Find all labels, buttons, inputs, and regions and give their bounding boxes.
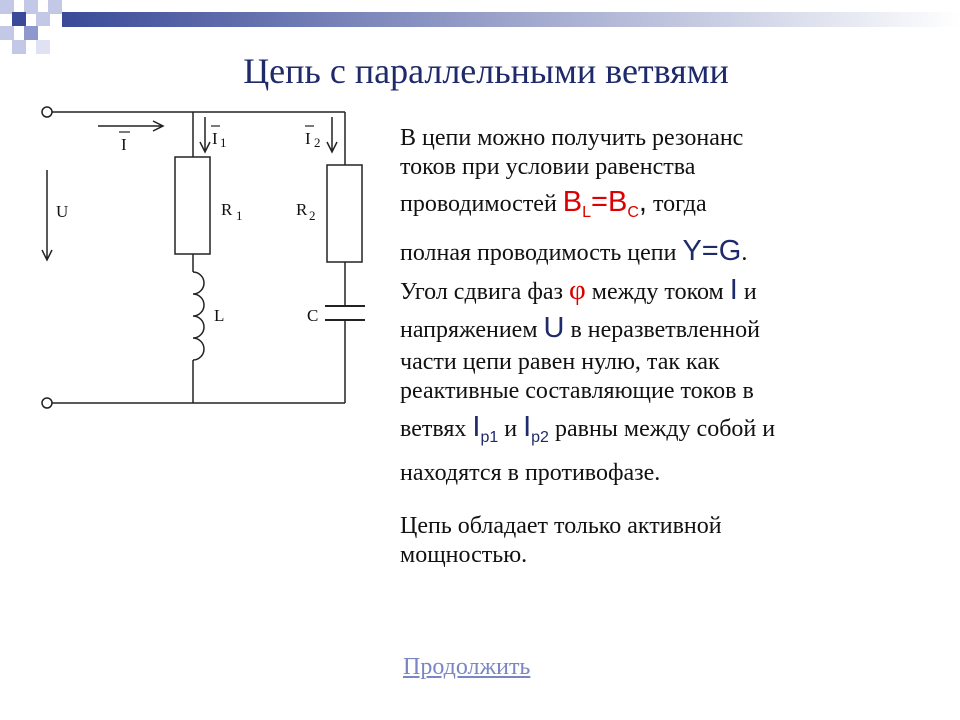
formula-symbol: I: [523, 411, 532, 443]
formula-subscript: L: [582, 204, 592, 221]
branch1-current-label: I: [212, 129, 218, 148]
text-segment: равны между собой и: [554, 416, 776, 442]
text-line: [400, 348, 903, 377]
inductor-coil: [193, 272, 204, 360]
formula-y-eq-g: Y=G: [682, 235, 742, 267]
text-segment: между током: [591, 279, 724, 305]
explanation-text: [400, 124, 903, 570]
formula-subscript: C: [627, 204, 639, 221]
text-segment: и: [743, 279, 757, 305]
text-line: [400, 153, 903, 182]
phi-symbol: φ: [569, 274, 586, 306]
reactive-current-2: [523, 411, 549, 446]
total-current-arrow: [98, 121, 163, 131]
branch2-current-index: 2: [314, 135, 321, 150]
text-line: [400, 377, 903, 406]
formula-symbol: B: [562, 186, 583, 218]
text-line: [400, 272, 903, 310]
capacitor-label: C: [307, 306, 319, 325]
reactive-current-1: [472, 411, 499, 446]
branch2-current-arrow: [327, 117, 337, 152]
text-segment: и: [504, 416, 518, 442]
resistor1: [175, 157, 210, 254]
branch1-current-index: 1: [220, 135, 227, 150]
resistor2: [327, 165, 362, 262]
text-line: [400, 512, 903, 541]
formula-subscript: p1: [480, 429, 499, 446]
text-segment: В цепи можно получить резонанс: [400, 125, 744, 151]
text-segment: ветвях: [400, 416, 467, 442]
terminal-top: [42, 107, 52, 117]
formula-subscript: p2: [531, 429, 549, 446]
text-line: [400, 124, 903, 153]
resistor2-label: R: [296, 200, 308, 219]
text-segment: в неразветвленной: [570, 317, 760, 343]
text-segment: полная проводимость цепи: [400, 240, 677, 266]
total-current-label: I: [121, 135, 127, 154]
text-line: [400, 406, 903, 459]
terminal-bottom: [42, 398, 52, 408]
slide-title: Цепь с параллельными ветвями: [243, 51, 729, 91]
formula-symbol: =B: [591, 186, 628, 218]
text-segment: реактивные составляющие токов в: [400, 378, 754, 404]
text-line: [400, 233, 903, 272]
text-segment: тогда: [652, 191, 707, 217]
voltage-label: U: [56, 202, 69, 221]
text-segment: находятся в противофазе.: [400, 460, 661, 486]
voltage-arrow: [42, 170, 52, 260]
resistor1-label: R: [221, 200, 233, 219]
text-segment: токов при условии равенства: [400, 154, 696, 180]
formula-bl-eq-bc: [562, 186, 647, 221]
text-segment: .: [741, 240, 748, 266]
formula-symbol: I: [472, 411, 481, 443]
resistor2-index: 2: [309, 208, 316, 223]
text-segment: мощностью.: [400, 542, 528, 568]
voltage-symbol: U: [543, 312, 565, 344]
resistor1-index: 1: [236, 208, 243, 223]
branch1-current-arrow: [200, 117, 210, 152]
circuit-diagram: [0, 0, 372, 420]
text-line: [400, 310, 903, 348]
current-symbol: I: [729, 274, 738, 306]
text-line: [400, 182, 903, 233]
formula-punct: ,: [638, 186, 647, 218]
branch2-current-label: I: [305, 129, 311, 148]
text-line: [400, 459, 903, 488]
text-segment: Цепь обладает только активной: [400, 513, 722, 539]
text-segment: части цепи равен нулю, так как: [400, 349, 720, 375]
text-line: [400, 541, 903, 570]
text-segment: напряжением: [400, 317, 538, 343]
inductor-label: L: [214, 306, 225, 325]
text-segment: Угол сдвига фаз: [400, 279, 564, 305]
continue-link[interactable]: Продолжить: [403, 654, 531, 680]
text-segment: проводимостей: [400, 191, 557, 217]
